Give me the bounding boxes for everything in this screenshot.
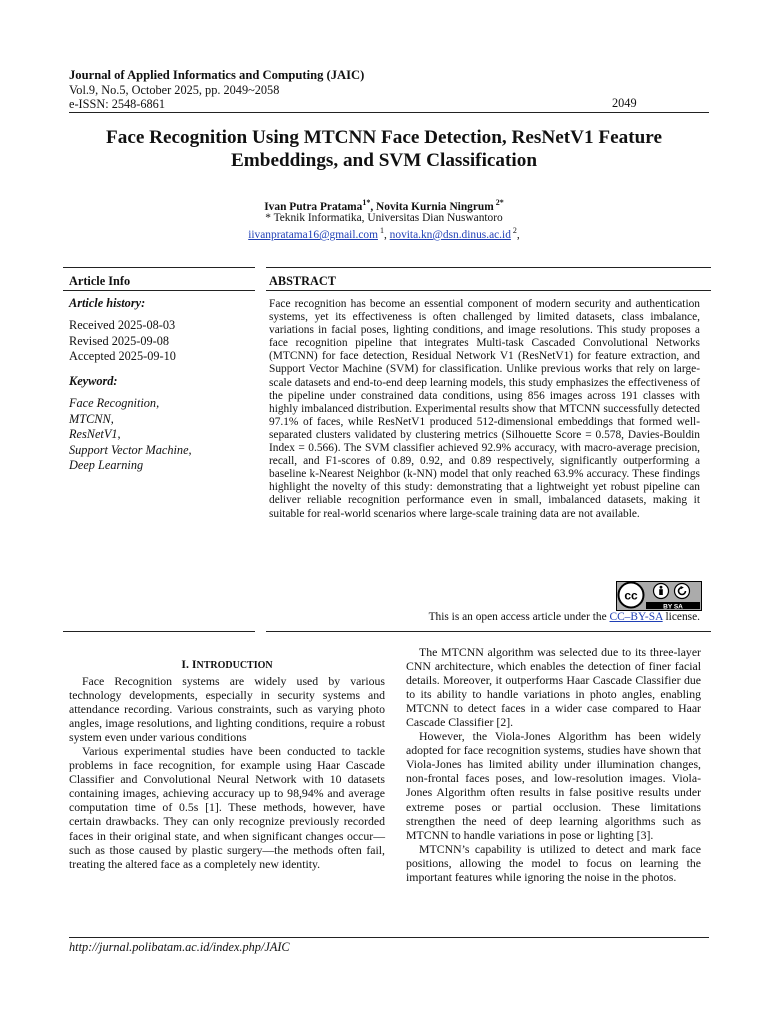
history-dates (69, 318, 176, 365)
received-date: Received 2025-08-03 (69, 318, 176, 332)
footer-rule (69, 937, 709, 938)
abstract-bottom-rule (266, 631, 711, 632)
info-bottom-rule (63, 631, 255, 632)
license-statement (400, 611, 700, 623)
article-info-heading: Article Info (69, 274, 131, 288)
title-line-2: Embeddings, and SVM Classification (231, 150, 537, 171)
author-emails: iivanpratama16@gmail.com $^1$, novita.kn@dsn.dinus.ac.id $^2$, (248, 226, 520, 241)
intro-title-rest: NTRODUCTION (196, 660, 273, 671)
footer-url[interactable]: http://jurnal.polibatam.ac.id/index.php/JAIC (69, 940, 290, 954)
email-link-1[interactable]: iivanpratama16@gmail.com (248, 228, 378, 241)
intro-paragraph: MTCNN’s capability is utilized to detect and mark face positions, allowing the model to focus on learning the important features while ignoring the noise in the photos. (406, 841, 701, 884)
left-column (69, 674, 385, 871)
abstract-top-rule (266, 267, 711, 268)
issn: e-ISSN: 2548-6861 (69, 97, 165, 111)
keyword-heading: Keyword: (69, 374, 118, 388)
info-top-rule (63, 267, 255, 268)
keyword-item: Support Vector Machine, (69, 442, 192, 457)
revised-date: Revised 2025-09-08 (69, 333, 170, 348)
cc-by-sa-badge[interactable] (616, 581, 702, 611)
info-mid-rule (63, 290, 255, 291)
keyword-item: Deep Learning (69, 458, 144, 473)
intro-paragraph: However, the Viola-Jones Algorithm has been widely adopted for face recognition systems, studies have shown that Viola-Jones has limited ability under illumination changes, non-frontal faces poses, and low-resolution images. Viola-Jones Algorithm often results in false positive results under extreme poses or partial occlusion. These limitations strengthen the need of deep learning algorithms such as MTCNN to handle variations in pose or lighting [3]. (406, 729, 701, 842)
author-separator: , (370, 200, 377, 213)
history-heading: Article history: (69, 296, 146, 310)
author-2: Novita Kurnia Ningrum (376, 200, 494, 213)
intro-title-first: I (191, 657, 197, 671)
intro-paragraph: Various experimental studies have been conducted to tackle problems in face recognition, for example using Haar Cascade Classifier and Convolutional Neural Network with 10 datasets containing images, achieving accuracy up to 98,94% and average computation time of 0.5s [1]. These methods, however, have certain drawbacks. They can only recognize previously recorded faces in their original state, and when significant changes occur—such as those caused by plastic surgery—the methods often fail, treating the altered face as a completely new identity. (69, 744, 385, 871)
email-link-2[interactable]: novita.kn@dsn.dinus.ac.id (389, 228, 511, 241)
author-1: Ivan Putra Pratama (264, 200, 363, 213)
abstract-text: Face recognition has become an essential component of modern security and authentication systems, yet its effectiveness is often challenged by limited datasets, class imbalance, variations in facial poses, lighting conditions, and image resolutions. This study proposes a face recognition pipeline that integrates Multi-task Cascaded Convolutional Networks (MTCNN) for face detection, Residual Network V1 (ResNetV1) for feature extraction, and Support Vector Machine (SVM) for classification. Unlike previous works that rely on large-scale datasets and end-to-end deep learning models, this study emphasizes the effectiveness of the pipeline under constrained data conditions, using 856 images across 191 classes with highly imbalanced distribution. Experimental results show that MTCNN successfully detected 97.1% of faces, while ResNetV1 produced 512-dimensional embeddings that formed well-separated clusters validated by clustering metrics (Silhouette Score = 0.578, Davies-Bouldin Index = 0.566). The SVM classifier achieved 92.9% accuracy, with macro-average precision, recall, and F1-scores of 0.89, 0.92, and 0.89 respectively, significantly outperforming a baseline k-Nearest Neighbor (k-NN) model that only reached 63.9% accuracy. These findings highlight the novelty of this study: demonstrating that a lightweight yet robust pipeline can deliver reliable recognition performance even in small, imbalanced datasets, making it suitable for real-world scenarios where large-scale training data are not available. (269, 298, 700, 520)
abstract-heading: ABSTRACT (269, 274, 336, 288)
email-1-mark: 1 (377, 226, 384, 235)
license-suffix: license. (662, 611, 700, 623)
email-2-mark: 2 (510, 226, 517, 235)
keyword-list (69, 396, 192, 474)
right-column (406, 645, 701, 884)
license-prefix: This is an open access article under the (428, 611, 610, 623)
accepted-date: Accepted 2025-09-10 (69, 349, 176, 364)
keyword-item: MTCNN, (69, 411, 114, 426)
license-link[interactable]: CC–BY-SA (609, 611, 663, 623)
keyword-item: Face Recognition, (69, 396, 160, 410)
header-rule (69, 112, 709, 113)
author-2-mark: 2* (493, 198, 504, 207)
svg-text:cc: cc (624, 588, 638, 603)
author-1-mark: 1* (362, 198, 371, 207)
title-line-1: Face Recognition Using MTCNN Face Detection, ResNetV1 Feature (106, 127, 662, 148)
abstract-mid-rule (266, 290, 711, 291)
intro-heading (69, 657, 385, 672)
volume-line: Vol.9, No.5, October 2025, pp. 2049~2058 (69, 83, 280, 97)
paper-title (60, 126, 708, 172)
intro-number: I. (181, 657, 192, 671)
page-number: 2049 (612, 96, 637, 110)
badge-text: BY SA (663, 603, 683, 611)
keyword-item: ResNetV1, (69, 427, 121, 442)
affiliation: * Teknik Informatika, Universitas Dian Nuswantoro (265, 212, 503, 224)
authors (80, 198, 688, 213)
journal-name: Journal of Applied Informatics and Computing (JAIC) (69, 68, 365, 82)
cc-by-sa-logo (616, 581, 702, 611)
intro-paragraph: The MTCNN algorithm was selected due to its three-layer CNN architecture, which enables the detection of finer facial details. Moreover, it outperforms Haar Cascade Classifier due to its ability to handle variations in photo angles, enabling MTCNN to detect faces in a wider case compared to Haar Cascade Classifier [2]. (406, 645, 701, 730)
intro-paragraph: Face Recognition systems are widely used by various technology developments, especially in security systems and attendance recording. Various constraints, such as varying photo angles, image resolutions, and lighting conditions, require a robust system even under various conditions (69, 674, 385, 745)
